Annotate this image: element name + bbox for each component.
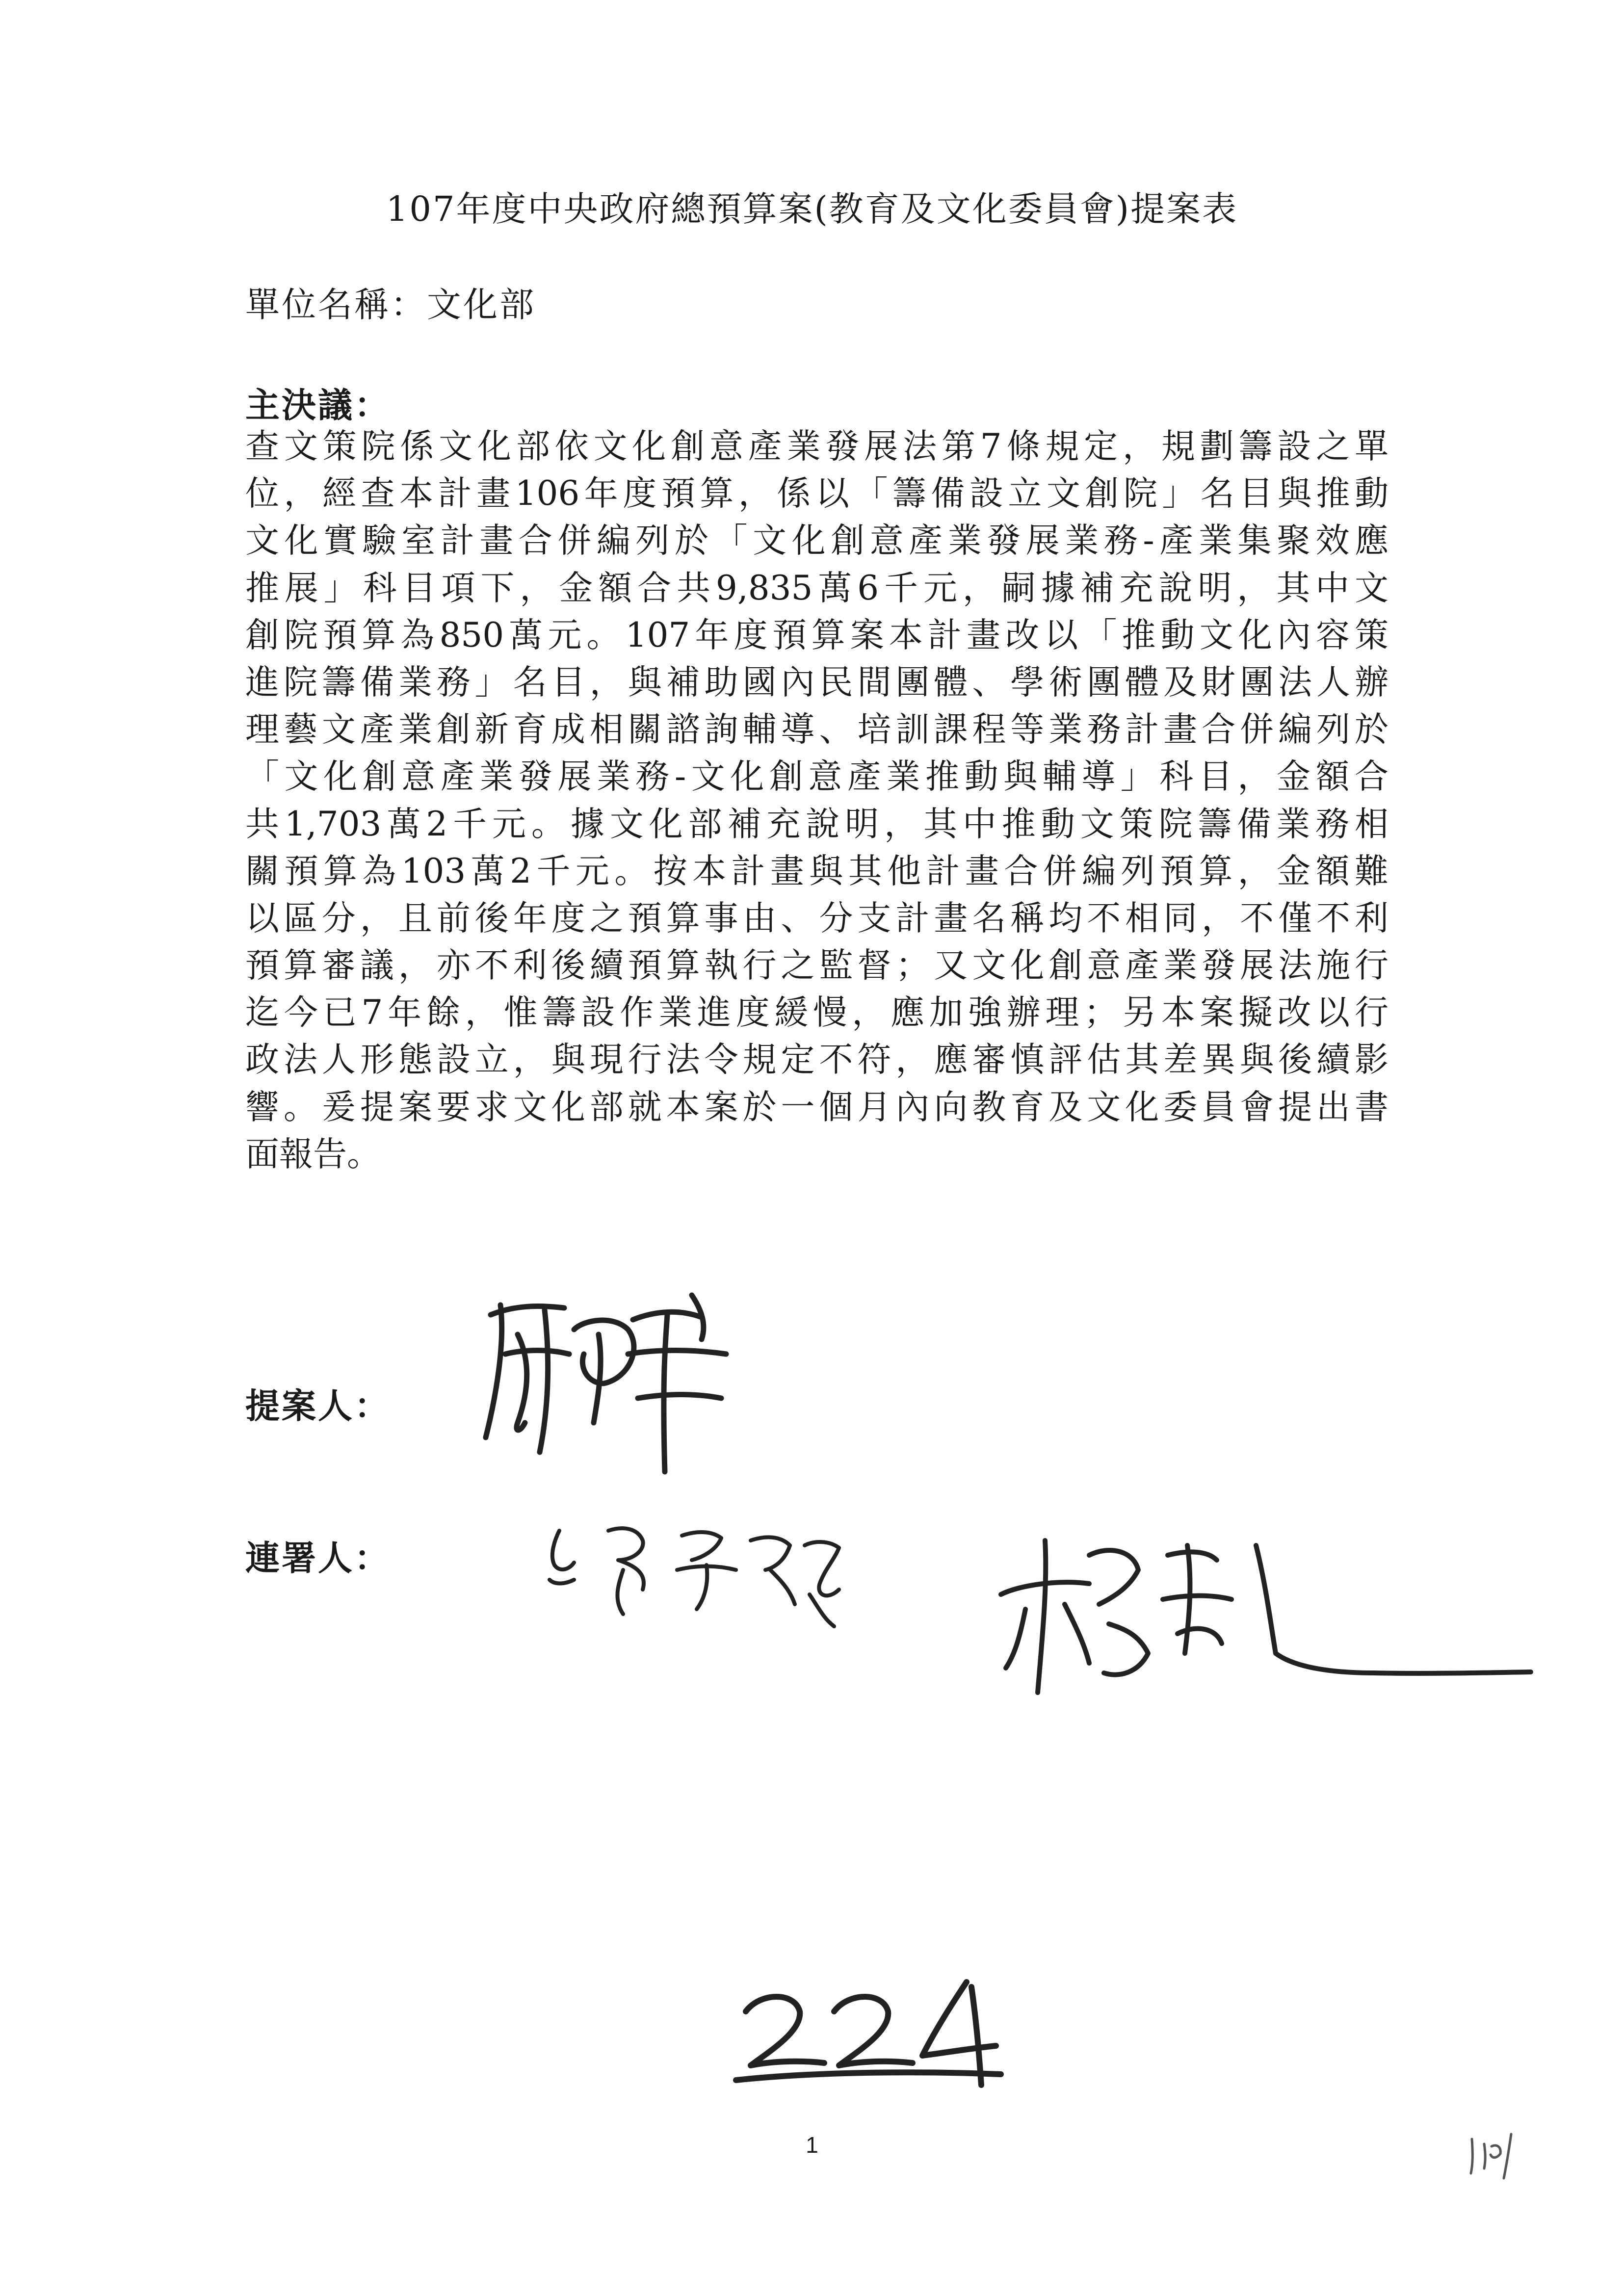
resolution-line: 政法人形態設立，與現行法令規定不符，應審慎評估其差異與後續影 — [245, 1040, 1388, 1080]
page-number: 1 — [806, 2132, 818, 2158]
resolution-line: 迄今已7年餘，惟籌設作業進度緩慢，應加強辦理；另本案擬改以行 — [245, 993, 1388, 1033]
resolution-line: 響。爰提案要求文化部就本案於一個月內向教育及文化委員會提出書 — [245, 1087, 1388, 1127]
handwritten-page-number — [731, 1967, 1006, 2090]
resolution-heading: 主決議： — [245, 385, 391, 425]
unit-name-line: 單位名稱：文化部 — [245, 285, 536, 325]
cosigner-signature-2 — [991, 1526, 1541, 1712]
resolution-line: 關預算為103萬2千元。按本計畫與其他計畫合併編列預算，金額難 — [245, 851, 1388, 891]
resolution-line: 位，經查本計畫106年度預算，係以「籌備設立文創院」名目與推動 — [245, 474, 1388, 514]
cosigner-label: 連署人： — [245, 1538, 391, 1578]
resolution-line: 推展」科目項下，金額合共9,835萬6千元，嗣據補充說明，其中文 — [245, 568, 1388, 608]
document-title: 107年度中央政府總預算案(教育及文化委員會)提案表 — [386, 189, 1238, 229]
resolution-line: 進院籌備業務」名目，與補助國內民間團體、學術團體及財團法人辦 — [245, 662, 1388, 702]
resolution-line: 「文化創意產業發展業務-文化創意產業推動與輔導」科目，金額合 — [245, 757, 1388, 797]
resolution-line: 理藝文產業創新育成相關諮詢輔導、培訓課程等業務計畫合併編列於 — [245, 710, 1388, 750]
proposer-signature — [471, 1276, 790, 1482]
resolution-line: 創院預算為850萬元。107年度預算案本計畫改以「推動文化內容策 — [245, 615, 1388, 655]
cosigner-signature-1 — [540, 1511, 883, 1639]
resolution-line: 文化實驗室計畫合併編列於「文化創意產業發展業務-產業集聚效應 — [245, 521, 1388, 561]
proposer-label: 提案人： — [245, 1385, 391, 1426]
resolution-line: 以區分，且前後年度之預算事由、分支計畫名稱均不相同，不僅不利 — [245, 898, 1388, 938]
resolution-body — [245, 423, 1388, 1178]
resolution-line: 面報告。 — [245, 1134, 381, 1174]
resolution-line: 查文策院係文化部依文化創意產業發展法第7條規定，規劃籌設之單 — [245, 427, 1388, 466]
resolution-line: 共1,703萬2千元。據文化部補充說明，其中推動文策院籌備業務相 — [245, 804, 1388, 844]
resolution-line: 預算審議，亦不利後續預算執行之監督；又文化創意產業發展法施行 — [245, 946, 1388, 986]
